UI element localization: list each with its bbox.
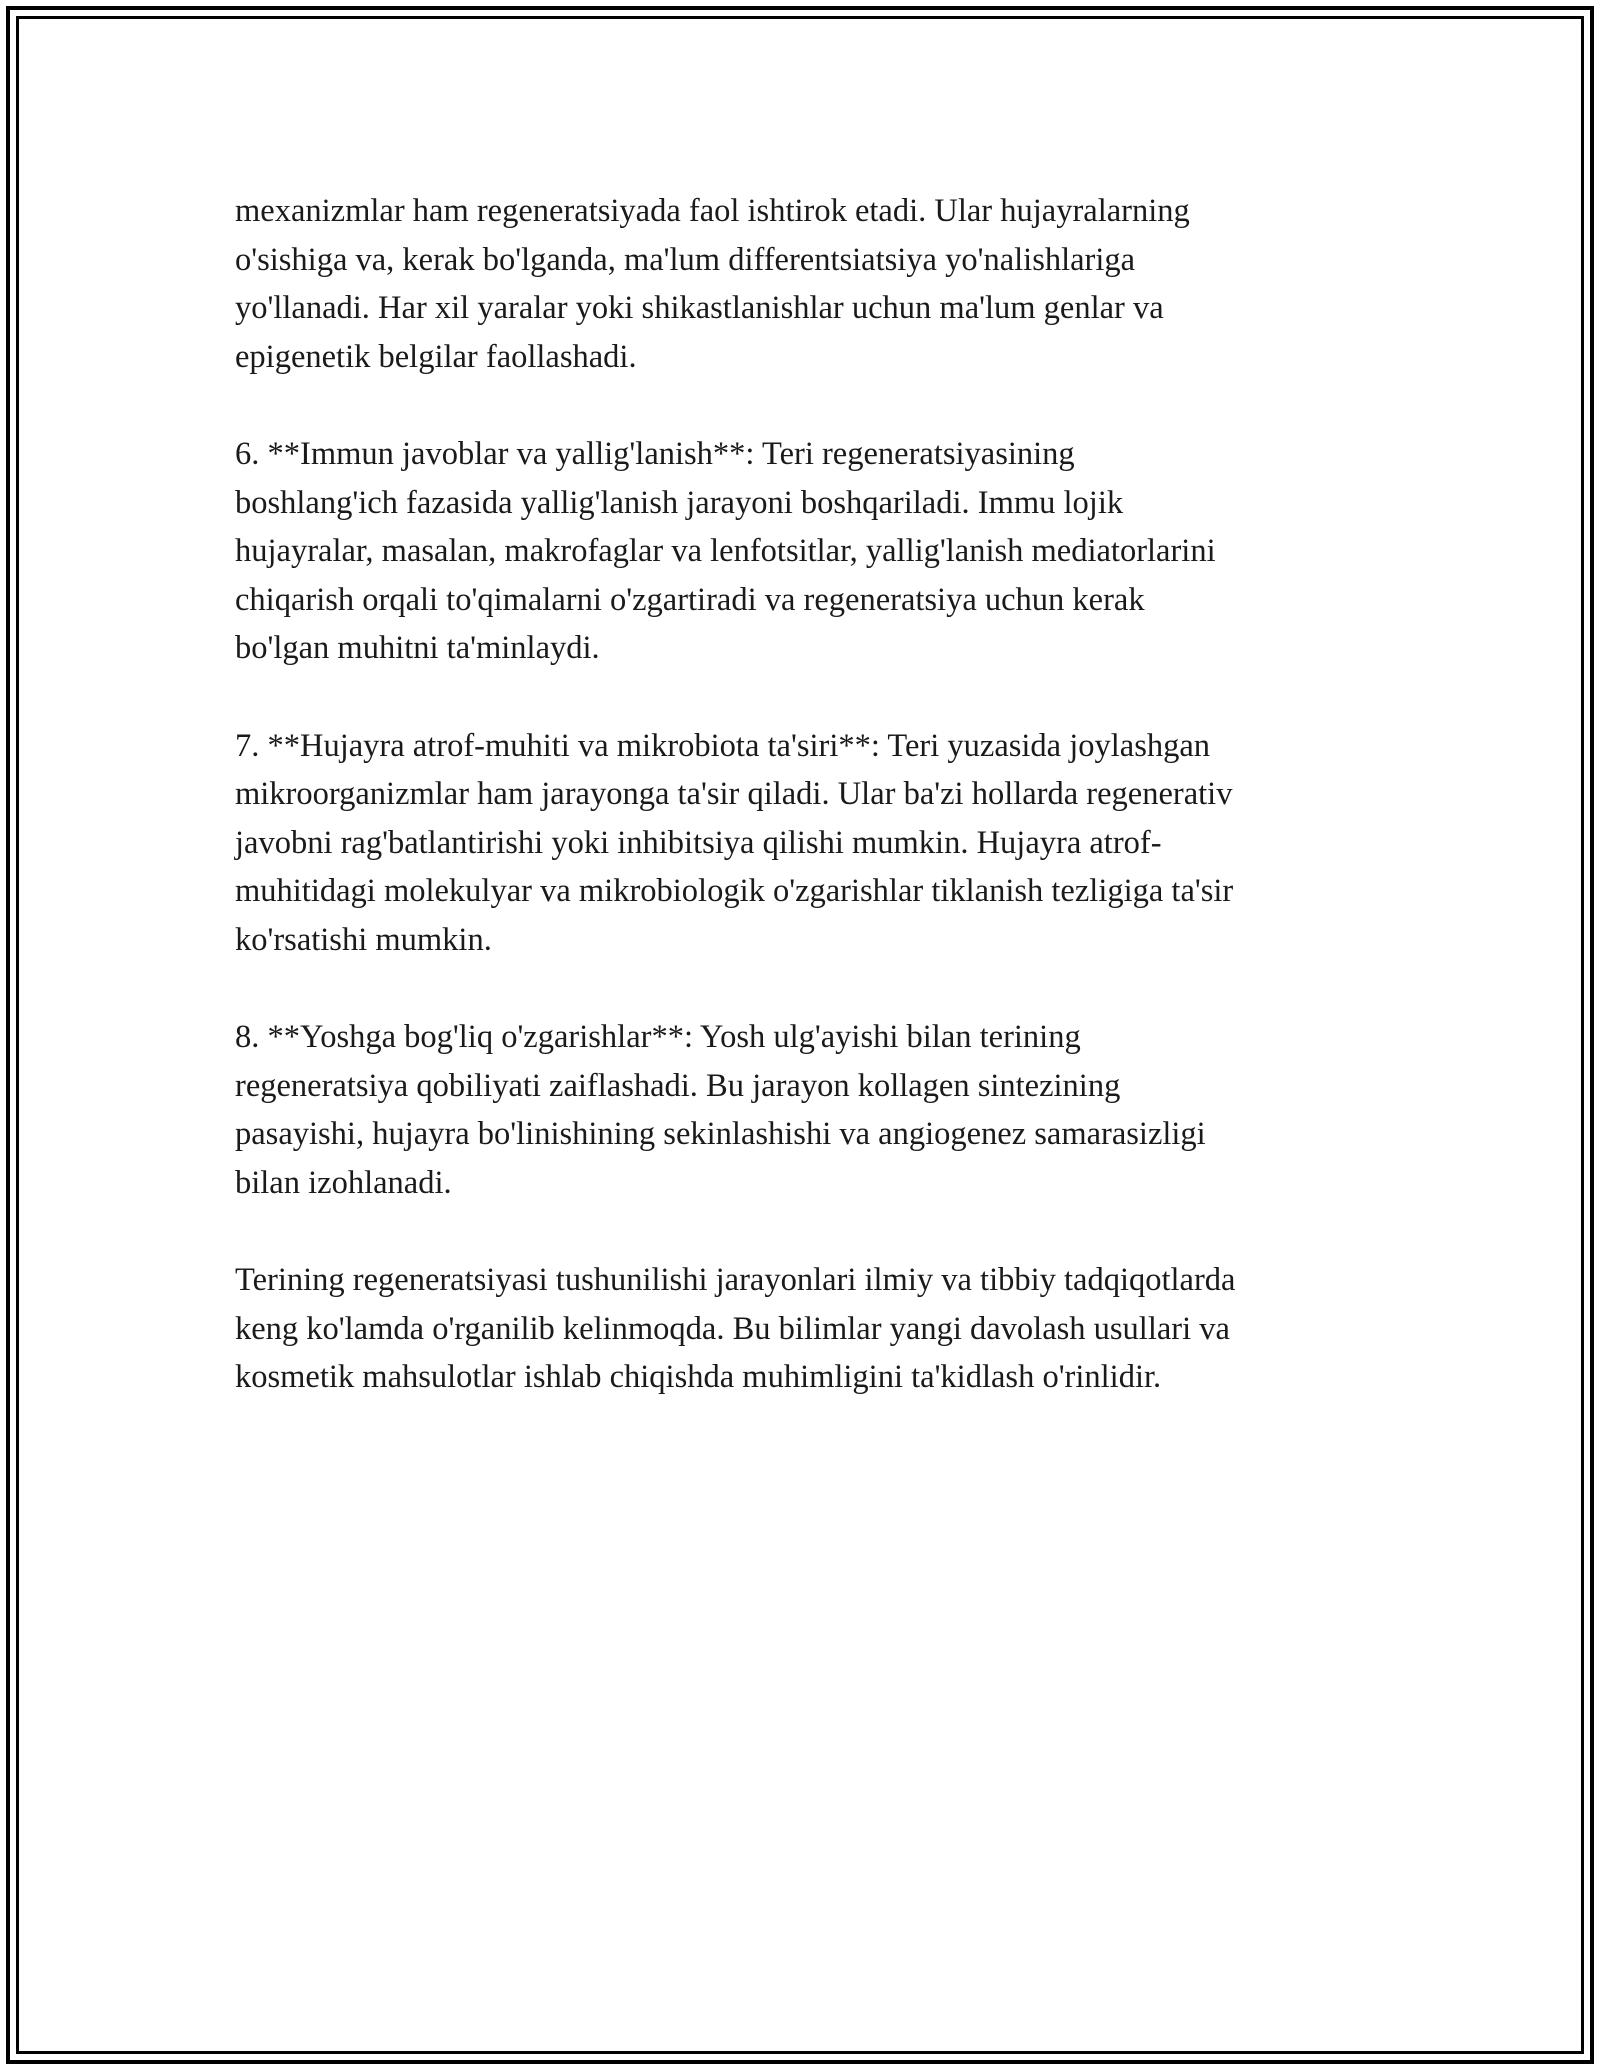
paragraph-conclusion: Terining regeneratsiyasi tushunilishi jarayonlari ilmiy va tibbiy tadqiqotlarda keng ko'lamda o'rganilib kelinmoqda. Bu bilimlar yangi davolash usullari va kosmetik mahsulotlar ishlab chiqishda muhimligini ta'kidlash o'rinlidir.: [235, 1262, 1236, 1396]
paragraph-age-changes: 8. **Yoshga bog'liq o'zgarishlar**: Yosh ulg'ayishi bilan terining regeneratsiya qobiliyati zaiflashadi. Bu jarayon kollagen sintezining pasayishi, hujayra bo'linishining sekinlashishi va angiogenez samarasizligi bilan izohlanadi.: [235, 1019, 1206, 1201]
paragraph-continuation: mexanizmlar ham regeneratsiyada faol ishtirok etadi. Ular hujayralarning o'sishiga va, kerak bo'lganda, ma'lum differentsiatsiya yo'nalishlariga yo'llanadi. Har xil yaralar yoki shikastlanishlar uchun ma'lum genlar va epigenetik belgilar faollashadi.: [235, 193, 1190, 375]
document-body: [235, 187, 1385, 1450]
paragraph-microbiota: 7. **Hujayra atrof-muhiti va mikrobiota ta'siri**: Teri yuzasida joylashgan mikroorganizmlar ham jarayonga ta'sir qiladi. Ular ba'zi hollarda regenerativ javobni rag'batlantirishi yoki inhibitsiya qilishi mumkin. Hujayra atrof- muhitidagi molekulyar va mikrobiologik o'zgarishlar tiklanish tezligiga ta'sir ko'rsatishi mumkin.: [235, 727, 1234, 958]
paragraph-immune-responses: 6. **Immun javoblar va yallig'lanish**: Teri regeneratsiyasining boshlang'ich fazasida yallig'lanish jarayoni boshqariladi. Immu lojik hujayralar, masalan, makrofaglar va lenfotsitlar, yallig'lanish mediatorlarini chiqarish orqali to'qimalarni o'zgartiradi va regeneratsiya uchun kerak bo'lgan muhitni ta'minlaydi.: [235, 435, 1216, 667]
